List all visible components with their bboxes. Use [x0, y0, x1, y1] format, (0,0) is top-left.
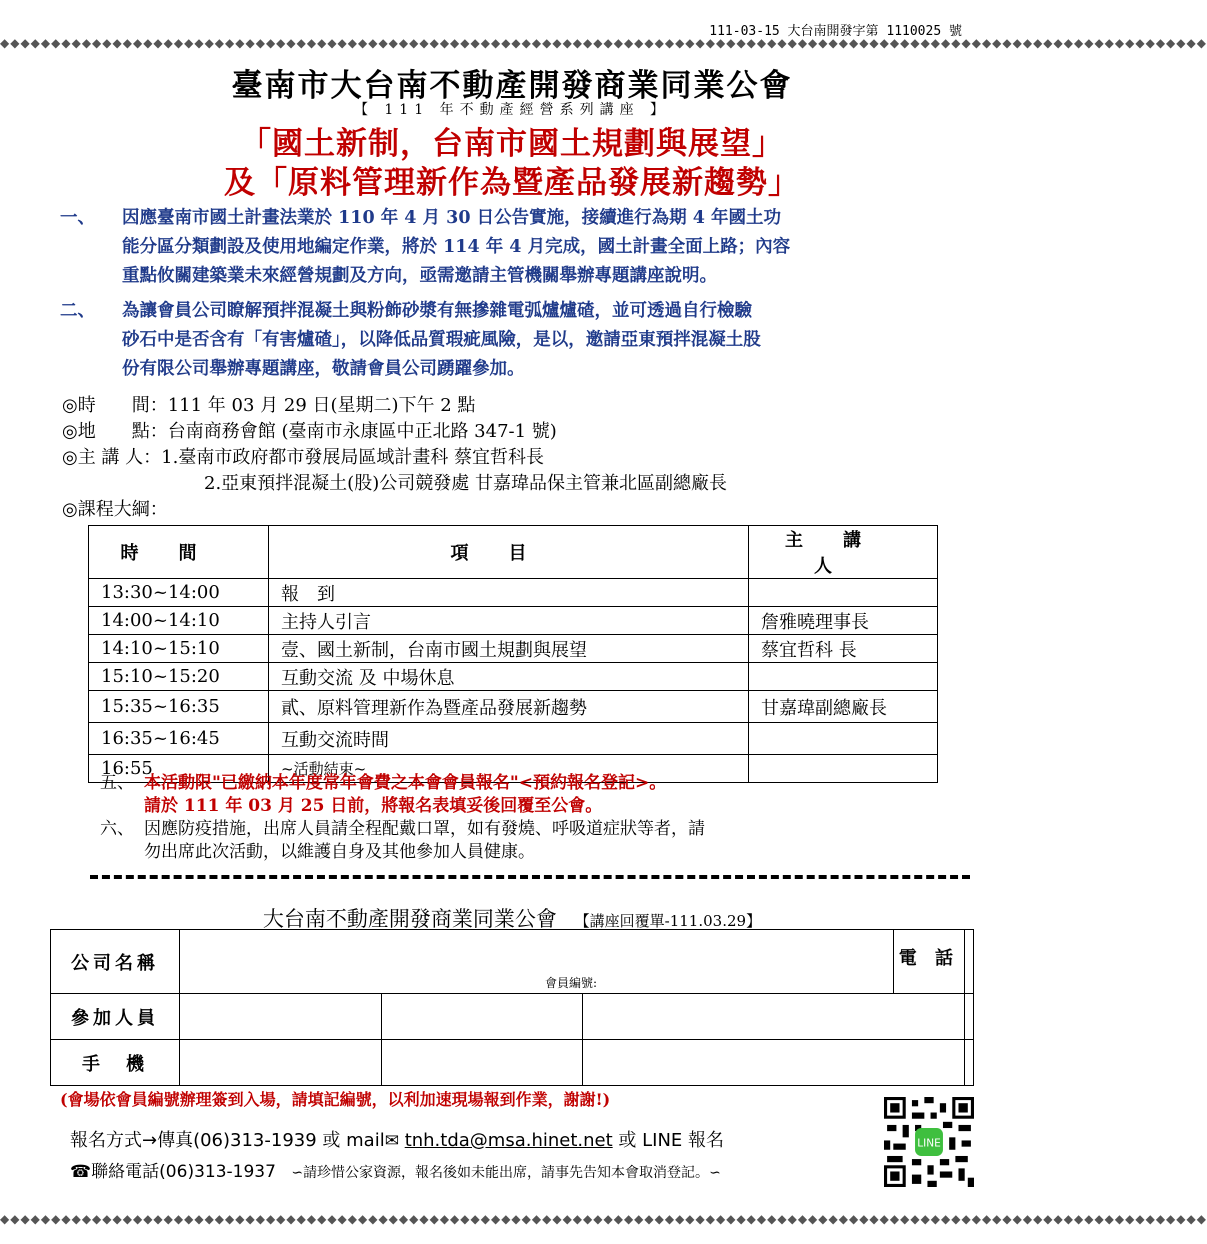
scroll-ornament-icon: ∽ [291, 1165, 304, 1181]
table-row [89, 691, 938, 723]
row-time: 16:35~16:45 [89, 723, 269, 755]
row-speaker [749, 723, 938, 755]
row-item: 互動交流 及 中場休息 [269, 663, 749, 691]
line-qr-code-icon[interactable] [884, 1097, 974, 1187]
note-six-label: 六、 [100, 819, 134, 839]
speaker-label: ◎主 講 人： [62, 447, 162, 468]
check-in-note: (會場依會員編號辦理簽到入場，請填記編號，以利加速現場報到作業，謝謝!) [60, 1090, 611, 1109]
paragraph-two-label: 二、 [60, 301, 95, 321]
reply-form-table [50, 929, 974, 1086]
company-name-field[interactable] [180, 930, 894, 994]
row-time: 14:00~14:10 [89, 607, 269, 635]
scroll-ornament-icon: ∽ [709, 1165, 721, 1181]
registration-fax: 報名方式→傳真(06)313-1939 或 mail [70, 1130, 385, 1151]
attendee-field-4[interactable] [964, 994, 973, 1040]
row-item: 報 到 [269, 579, 749, 607]
series-label: 【 111 年不動產經營系列講座 】 [353, 102, 671, 118]
place-value: 台南商務會館 (臺南市永康區中正北路 347-1 號) [167, 421, 557, 442]
paragraph-one-line1: 因應臺南市國土計畫法業於 110 年 4 月 30 日公告實施，接續進行為期 4 年國土功 [122, 208, 781, 228]
note-six-line1: 因應防疫措施，出席人員請全程配戴口罩，如有發燒、呼吸道症狀等者，請 [144, 819, 705, 839]
paragraph-two-line1: 為讓會員公司瞭解預拌混凝土與粉飾砂漿有無摻雜電弧爐爐碴，並可透過自行檢驗 [122, 301, 752, 321]
row-speaker: 蔡宜哲科 長 [749, 635, 938, 663]
row-time: 16:55 [89, 755, 269, 783]
row-time: 13:30~14:00 [89, 579, 269, 607]
contact-phone: ☎聯絡電話(06)313-1937 [70, 1162, 276, 1182]
row-item: 壹、國土新制，台南市國土規劃與展望 [269, 635, 749, 663]
mobile-field-1[interactable] [180, 1040, 382, 1086]
header-time: 時間 [89, 526, 269, 579]
note-five-line1: 本活動限"已繳納本年度常年會費之本會會員報名"<預約報名登記>。 [144, 773, 667, 793]
cut-line-divider [90, 875, 970, 879]
row-time: 15:10~15:20 [89, 663, 269, 691]
time-value: 111 年 03 月 29 日(星期二)下午 2 點 [167, 395, 476, 416]
row-speaker [749, 579, 938, 607]
row-time: 14:10~15:10 [89, 635, 269, 663]
row-speaker: 甘嘉瑋副總廠長 [749, 691, 938, 723]
contact-line [70, 1157, 721, 1182]
note-five [100, 772, 980, 818]
event-title-line1: 「國土新制，台南市國土規劃與展望」 [240, 126, 784, 162]
reply-form-tag: 【講座回覆單-111.03.29】 [574, 912, 762, 930]
row-time: 15:35~16:35 [89, 691, 269, 723]
email-link[interactable]: tnh.tda@msa.hinet.net [404, 1130, 613, 1151]
paragraph-one-line2: 能分區分類劃設及使用地編定作業，將於 114 年 4 月完成，國土計畫全面上路；內容 [122, 237, 791, 257]
paragraph-two-line3: 份有限公司舉辦專題講座，敬請會員公司踴躍參加。 [122, 359, 525, 379]
reminder-text: 請珍惜公家資源，報名後如未能出席，請事先告知本會取消登記。 [303, 1165, 710, 1181]
paragraph-one [60, 204, 970, 291]
row-item: 貳、原料管理新作為暨產品發展新趨勢 [269, 691, 749, 723]
row-speaker [749, 663, 938, 691]
member-number-label: 會員編號: [545, 976, 598, 990]
paragraph-two [60, 297, 970, 384]
qr-line-badge: LINE [917, 1137, 941, 1150]
attendee-field-2[interactable] [382, 994, 583, 1040]
header-item: 項目 [269, 526, 749, 579]
mail-icon: ✉ [384, 1131, 399, 1151]
mobile-label: 手 機 [51, 1040, 180, 1086]
top-diamond-border: ◆◆◆◆◆◆◆◆◆◆◆◆◆◆◆◆◆◆◆◆◆◆◆◆◆◆◆◆◆◆◆◆◆◆◆◆◆◆◆◆◆◆◆◆◆◆◆◆◆◆◆◆◆◆◆◆◆◆◆◆◆◆◆◆◆◆◆◆◆◆◆◆◆◆◆◆◆◆◆◆◆◆◆◆◆◆◆◆◆◆◆◆◆◆◆◆◆◆◆◆◆◆◆◆◆◆◆◆◆◆◆◆◆◆◆◆◆◆ [0, 36, 1207, 50]
note-six [100, 818, 980, 864]
note-five-line2: 請於 111 年 03 月 25 日前，將報名表填妥後回覆至公會。 [144, 796, 603, 816]
schedule-header-row [89, 526, 938, 579]
attendee-field-3[interactable] [583, 994, 965, 1040]
paragraph-two-line2: 砂石中是否含有「有害爐碴」，以降低品質瑕疵風險，是以，邀請亞東預拌混凝土股 [122, 330, 761, 350]
event-title-line2: 及「原料管理新作為暨產品發展新趨勢」 [224, 165, 800, 201]
table-row [89, 579, 938, 607]
paragraph-one-label: 一、 [60, 208, 95, 228]
phone-field[interactable] [964, 930, 973, 994]
header-speaker: 主講人 [749, 526, 938, 579]
table-row [89, 607, 938, 635]
phone-label: 電 話 [893, 930, 964, 994]
time-label: ◎時 間： [62, 395, 168, 416]
row-item: 主持人引言 [269, 607, 749, 635]
document-number: 111-03-15 大台南開發字第 1110025 號 [709, 24, 962, 39]
row-item: ~活動結束~ [269, 755, 749, 783]
mobile-field-3[interactable] [583, 1040, 965, 1086]
event-info [62, 393, 727, 523]
table-row [89, 723, 938, 755]
bottom-diamond-border: ◆◆◆◆◆◆◆◆◆◆◆◆◆◆◆◆◆◆◆◆◆◆◆◆◆◆◆◆◆◆◆◆◆◆◆◆◆◆◆◆◆◆◆◆◆◆◆◆◆◆◆◆◆◆◆◆◆◆◆◆◆◆◆◆◆◆◆◆◆◆◆◆◆◆◆◆◆◆◆◆◆◆◆◆◆◆◆◆◆◆◆◆◆◆◆◆◆◆◆◆◆◆◆◆◆◆◆◆◆◆◆◆◆◆◆◆◆◆ [0, 1212, 1207, 1226]
mobile-field-4[interactable] [964, 1040, 973, 1086]
table-row [89, 663, 938, 691]
note-five-label: 五、 [100, 773, 134, 793]
company-name-label: 公司名稱 [51, 930, 180, 994]
mobile-field-2[interactable] [382, 1040, 583, 1086]
schedule-table [88, 525, 938, 783]
outline-label: ◎課程大綱： [62, 499, 168, 520]
organization-title: 臺南市大台南不動產開發商業同業公會 [231, 68, 793, 104]
registration-methods [70, 1126, 724, 1152]
speaker-one: 1.臺南市政府都市發展局區域計畫科 蔡宜哲科長 [161, 447, 545, 468]
note-six-line2: 勿出席此次活動，以維護自身及其他參加人員健康。 [144, 842, 535, 862]
speaker-two: 2.亞東預拌混凝土(股)公司競發處 甘嘉瑋品保主管兼北區副總廠長 [204, 473, 727, 494]
attendee-label: 參加人員 [51, 994, 180, 1040]
row-item: 互動交流時間 [269, 723, 749, 755]
paragraph-one-line3: 重點攸關建築業未來經營規劃及方向，亟需邀請主管機關舉辦專題講座說明。 [122, 266, 717, 286]
place-label: ◎地 點： [62, 421, 168, 442]
reply-org-title: 大台南不動產開發商業同業公會 [262, 907, 557, 931]
attendee-field-1[interactable] [180, 994, 382, 1040]
row-speaker: 詹雅曉理事長 [749, 607, 938, 635]
table-row [89, 635, 938, 663]
registration-line: 或 LINE 報名 [612, 1130, 725, 1151]
